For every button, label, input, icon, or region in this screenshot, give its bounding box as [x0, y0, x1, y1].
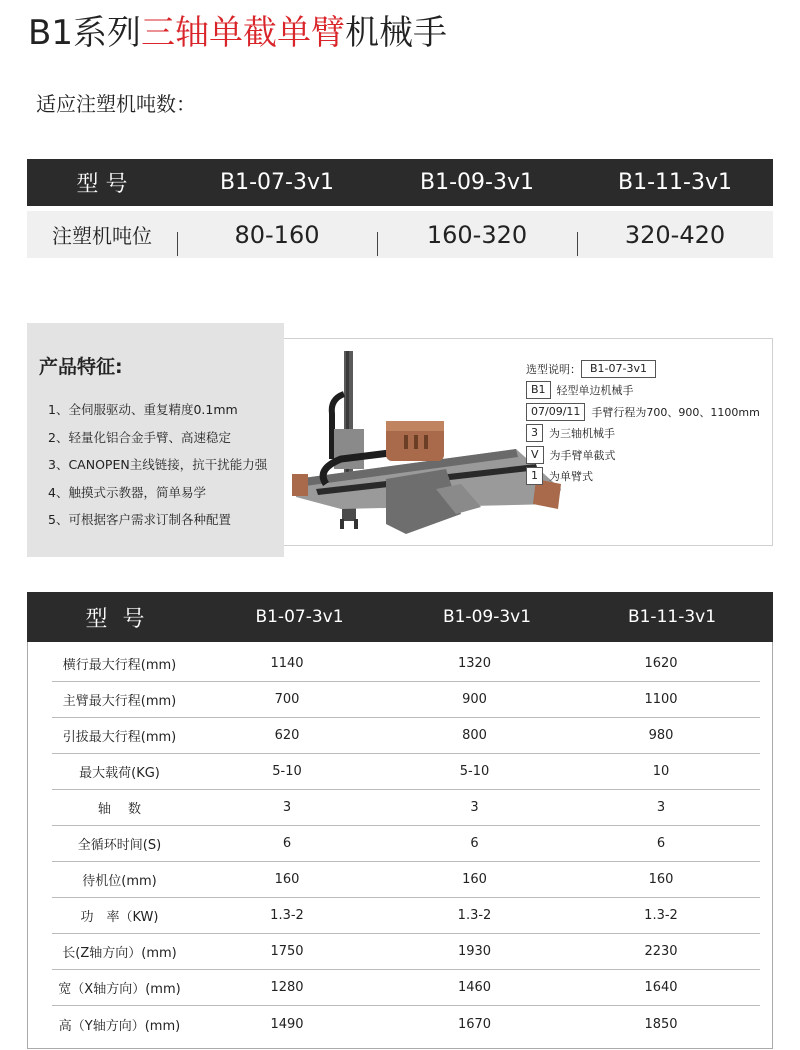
legend-row: [526, 423, 760, 445]
legend-desc: 手臂行程为700、900、1100mm: [591, 405, 760, 419]
spec-row-value: 160: [648, 872, 674, 887]
spec-table-header: [27, 592, 773, 642]
spec-row-value: 620: [274, 728, 300, 743]
legend-header-code: B1-07-3v1: [581, 360, 656, 378]
feature-item: 4、触摸式示教器，简单易学: [48, 484, 206, 500]
title-suffix: 机械手: [344, 13, 447, 53]
summary-header-b1-11: B1-11-3v1: [618, 170, 732, 195]
feature-item: 1、全伺服驱动、重复精度0.1mm: [48, 402, 238, 417]
page-title: [28, 10, 447, 56]
spec-row-value: 3: [282, 800, 292, 815]
summary-value-b1-07: 80-160: [177, 221, 377, 249]
summary-header-b1-09: B1-09-3v1: [420, 170, 534, 195]
spec-row-value: 700: [274, 692, 300, 707]
spec-row-value: 1750: [270, 944, 304, 959]
spec-row-label: 引拔最大行程(mm): [62, 730, 177, 745]
legend-desc: 为单臂式: [549, 470, 593, 484]
summary-row-label: 注塑机吨位: [52, 224, 152, 248]
spec-table-row: [52, 718, 760, 754]
features-list: [48, 396, 267, 534]
summary-value-b1-09: 160-320: [377, 221, 577, 249]
spec-header-b1-07: B1-07-3v1: [255, 607, 344, 627]
legend-code: 1: [526, 467, 543, 485]
spec-row-value: 1640: [644, 980, 678, 995]
legend-row: [526, 380, 760, 402]
spec-row-label: 主臂最大行程(mm): [62, 694, 177, 709]
column-separator: [577, 232, 578, 256]
legend-header: [526, 358, 760, 380]
spec-row-value: 1460: [457, 980, 492, 995]
spec-row-label: 长(Z轴方向）(mm): [62, 946, 177, 961]
spec-row-value: 3: [470, 800, 479, 815]
summary-table-row: [27, 211, 773, 258]
feature-item: 3、CANOPEN主线链接，抗干扰能力强: [48, 457, 268, 472]
spec-row-label: 高（Y轴方向）(mm): [58, 1018, 181, 1034]
spec-row-value: 1930: [457, 944, 492, 959]
legend-desc: 为手臂单截式: [549, 448, 616, 462]
summary-header-b1-07: B1-07-3v1: [220, 170, 334, 195]
spec-row-label: 宽（X轴方向）(mm): [58, 982, 181, 997]
legend-code: V: [526, 446, 544, 464]
legend-desc: 轻型单边机械手: [556, 384, 634, 398]
spec-row-value: 900: [462, 692, 487, 707]
spec-row-value: 1490: [270, 1016, 304, 1032]
spec-row-value: 1140: [270, 656, 304, 671]
spec-row-value: 1.3-2: [270, 908, 304, 923]
spec-row-value: 1850: [644, 1016, 678, 1032]
features-title: 产品特征:: [39, 356, 123, 378]
legend-row: [526, 466, 760, 488]
summary-header-model: 型 号: [76, 172, 128, 197]
spec-row-label: 横行最大行程(mm): [62, 658, 177, 673]
legend-code: B1: [526, 381, 551, 399]
spec-row-label: 待机位(mm): [82, 874, 157, 889]
spec-row-value: 5-10: [272, 764, 302, 779]
spec-row-label: 全循环时间(S): [77, 838, 162, 853]
legend-code: 3: [526, 424, 543, 442]
spec-row-value: 1620: [644, 656, 678, 671]
legend-desc: 为三轴机械手: [549, 427, 615, 441]
spec-row-value: 800: [462, 728, 487, 743]
summary-table-header: [27, 159, 773, 206]
model-naming-legend: [526, 358, 760, 487]
spec-row-label: 最大载荷(KG): [79, 766, 160, 781]
feature-item: 5、可根据客户需求订制各种配置: [48, 512, 231, 527]
spec-table-row: [52, 970, 760, 1006]
spec-row-value: 1.3-2: [457, 908, 492, 923]
spec-table-row: [52, 898, 760, 934]
spec-row-value: 980: [648, 728, 674, 743]
spec-header-b1-09: B1-09-3v1: [442, 607, 532, 627]
tonnage-subtitle: 适应注塑机吨数：: [36, 92, 196, 116]
spec-row-value: 5-10: [459, 764, 490, 779]
legend-code: 07/09/11: [526, 403, 585, 421]
spec-row-value: 160: [462, 872, 487, 887]
spec-row-value: 1670: [457, 1016, 492, 1032]
spec-row-value: 1100: [644, 692, 678, 707]
legend-row: [526, 444, 760, 466]
spec-table-row: [52, 754, 760, 790]
spec-row-value: 6: [282, 836, 292, 851]
spec-table-row: [52, 682, 760, 718]
legend-row: [526, 401, 760, 423]
spec-row-value: 10: [652, 764, 670, 779]
spec-table-row: [52, 862, 760, 898]
spec-row-label: 轴 数: [97, 802, 142, 817]
spec-row-value: 1.3-2: [644, 908, 678, 923]
spec-row-value: 2230: [644, 944, 678, 959]
column-separator: [377, 232, 378, 256]
spec-row-value: 1320: [457, 656, 492, 671]
spec-header-b1-11: B1-11-3v1: [627, 607, 717, 627]
spec-row-value: 6: [470, 836, 479, 851]
column-separator: [177, 232, 178, 256]
legend-header-label: 选型说明：: [526, 362, 581, 376]
feature-item: 2、轻量化铝合金手臂、高速稳定: [48, 429, 231, 445]
spec-table-row: [52, 1006, 760, 1042]
spec-table-row: [52, 826, 760, 862]
spec-table-row: [52, 646, 760, 682]
spec-table-row: [52, 790, 760, 826]
spec-row-value: 160: [274, 872, 300, 887]
title-highlight: 三轴单截单臂: [140, 13, 345, 53]
spec-row-value: 6: [656, 836, 666, 851]
spec-row-label: 功 率（KW): [80, 910, 159, 925]
spec-header-model: 型 号: [85, 606, 149, 632]
summary-value-b1-11: 320-420: [577, 221, 773, 249]
spec-row-value: 3: [656, 800, 666, 815]
spec-row-value: 1280: [270, 980, 304, 995]
spec-table-row: [52, 934, 760, 970]
title-prefix: B1系列: [28, 13, 141, 53]
